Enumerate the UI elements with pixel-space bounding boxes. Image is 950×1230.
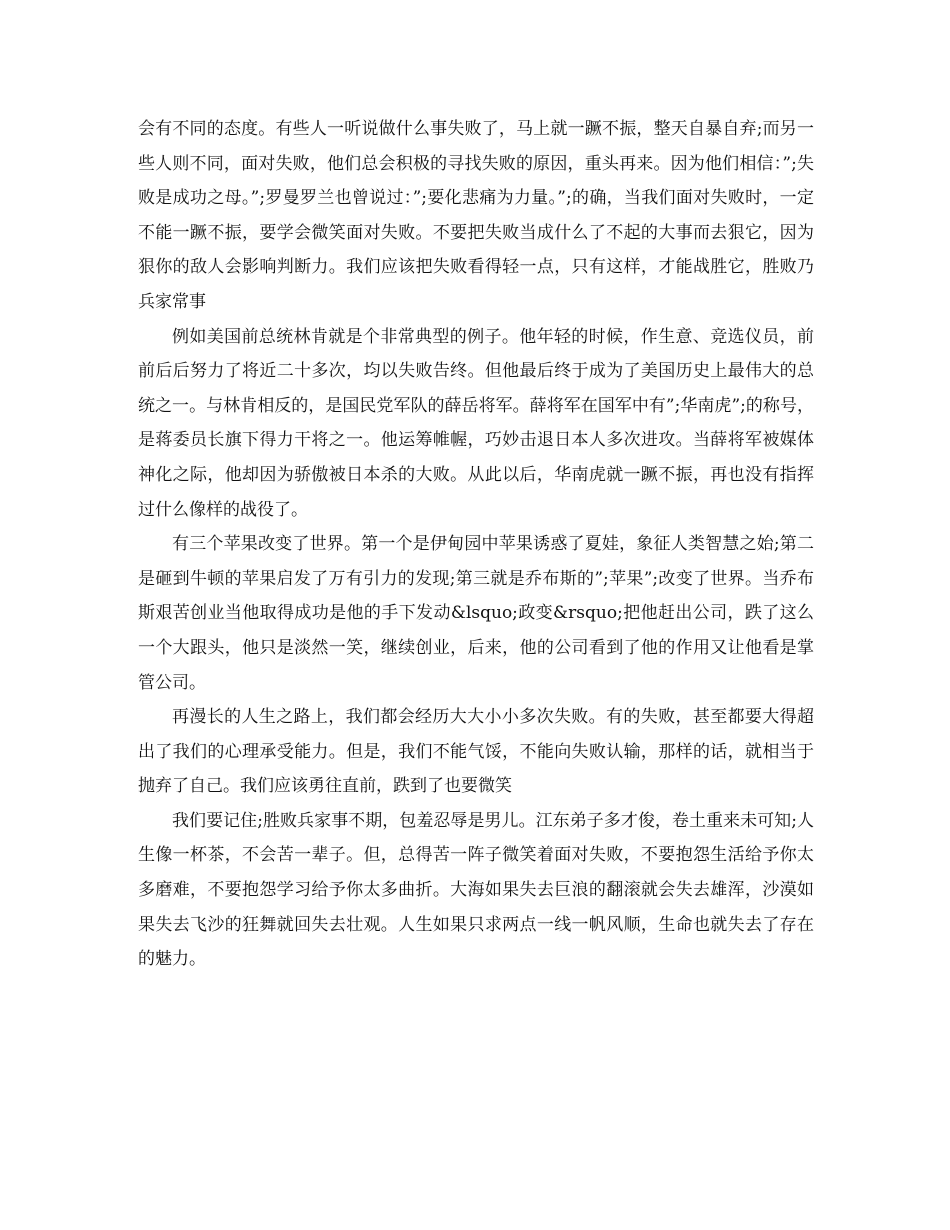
paragraph-3: 有三个苹果改变了世界。第一个是伊甸园中苹果诱惑了夏娃，象征人类智慧之始;第二是砸到牛顿的苹果启发了万有引力的发现;第三就是乔布斯的”;苹果”;改变了世界。当乔布斯艰苦创业当他取得成功是他的手下发动&lsquo;政变&rsquo;把他赶出公司，跌了这么一个大跟头，他只是淡然一笑，继续创业，后来，他的公司看到了他的作用又让他看是掌管公司。 [138, 534, 814, 693]
paragraph-5: 我们要记住;胜败兵家事不期，包羞忍辱是男儿。江东弟子多才俊，卷土重来未可知;人生像一杯茶，不会苦一辈子。但，总得苦一阵子微笑着面对失败，不要抱怨生活给予你太多磨难，不要抱怨学习给予你太多曲折。大海如果失去巨浪的翻滚就会失去雄浑，沙漠如果失去飞沙的狂舞就回失去壮观。人生如果只求两点一线一帆风顺，生命也就失去了存在的魅力。 [138, 810, 814, 970]
document-body [138, 112, 814, 977]
paragraph-4: 再漫长的人生之路上，我们都会经历大大小小多次失败。有的失败，甚至都要大得超出了我们的心理承受能力。但是，我们不能气馁，不能向失败认输，那样的话，就相当于抛弃了自己。我们应该勇往直前，跌到了也要微笑 [138, 707, 814, 797]
paragraph-2: 例如美国前总统林肯就是个非常典型的例子。他年轻的时候，作生意、竞选仪员，前前后后努力了将近二十多次，均以失败告终。但他最后终于成为了美国历史上最伟大的总统之一。与林肯相反的，是国民党军队的薛岳将军。薛将军在国军中有”;华南虎”;的称号，是蒋委员长旗下得力干将之一。他运筹帷幄，巧妙击退日本人多次进攻。当薛将军被媒体神化之际，他却因为骄傲被日本杀的大败。从此以后，华南虎就一蹶不振，再也没有指挥过什么像样的战役了。 [138, 326, 814, 520]
paragraph-1: 会有不同的态度。有些人一听说做什么事失败了，马上就一蹶不振，整天自暴自弃;而另一些人则不同，面对失败，他们总会积极的寻找失败的原因，重头再来。因为他们相信：”;失败是成功之母。”;罗曼罗兰也曾说过：”;要化悲痛为力量。”;的确，当我们面对失败时，一定不能一蹶不振，要学会微笑面对失败。不要把失败当成什么了不起的大事而去狠它，因为狠你的敌人会影响判断力。我们应该把失败看得轻一点，只有这样，才能战胜它，胜败乃兵家常事 [138, 119, 814, 312]
